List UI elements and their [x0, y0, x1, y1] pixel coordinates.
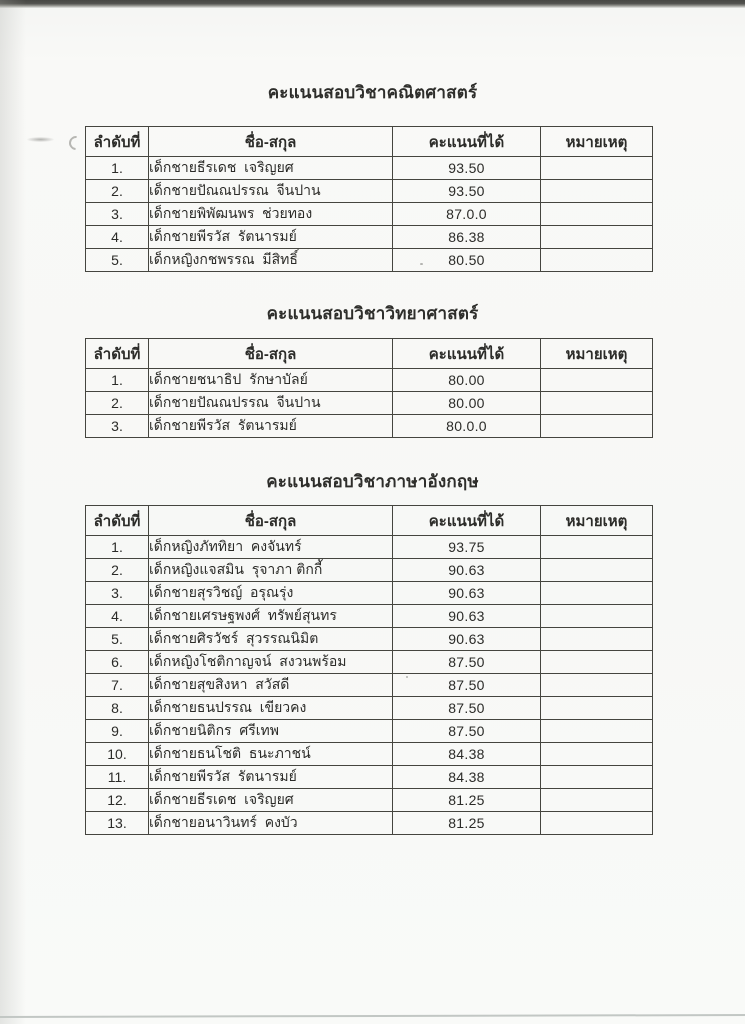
- table-row: [86, 697, 653, 720]
- table-row: [86, 651, 653, 674]
- cell-score: 80.00: [393, 369, 541, 392]
- cell-note: [541, 697, 653, 720]
- cell-score: 93.75: [393, 536, 541, 559]
- cell-note: [541, 249, 653, 272]
- cell-no: 1.: [86, 157, 149, 180]
- table-row: [86, 789, 653, 812]
- cell-score: 90.63: [393, 605, 541, 628]
- table-row: [86, 559, 653, 582]
- header-note: หมายเหตุ: [541, 127, 653, 157]
- header-no: ลำดับที่: [86, 506, 149, 536]
- cell-name: เด็กชายเศรษฐพงศ์ ทรัพย์สุนทร: [149, 605, 393, 628]
- cell-note: [541, 720, 653, 743]
- cell-note: [541, 812, 653, 835]
- header-score: คะแนนที่ได้: [393, 506, 541, 536]
- table-row: [86, 392, 653, 415]
- cell-score: 84.38: [393, 743, 541, 766]
- cell-no: 3.: [86, 203, 149, 226]
- cell-name: เด็กชายธนโชติ ธนะภาชน์: [149, 743, 393, 766]
- cell-no: 8.: [86, 697, 149, 720]
- math-score-table-body: [86, 157, 653, 272]
- cell-name: เด็กชายพีรวัส รัตนารมย์: [149, 415, 393, 438]
- cell-no: 3.: [86, 415, 149, 438]
- table-row: [86, 226, 653, 249]
- scan-top-edge: [0, 0, 745, 8]
- cell-no: 2.: [86, 392, 149, 415]
- cell-no: 4.: [86, 605, 149, 628]
- cell-note: [541, 766, 653, 789]
- math-section-title: คะแนนสอบวิชาคณิตศาสตร์: [267, 83, 478, 102]
- english-score-table-body: [86, 536, 653, 835]
- header-note: หมายเหตุ: [541, 506, 653, 536]
- table-row: [86, 203, 653, 226]
- table-row: [86, 628, 653, 651]
- cell-score: 87.50: [393, 651, 541, 674]
- cell-name: เด็กชายนิติกร ศรีเทพ: [149, 720, 393, 743]
- table-row: [86, 766, 653, 789]
- cell-note: [541, 180, 653, 203]
- cell-score: 87.50: [393, 720, 541, 743]
- cell-note: [541, 369, 653, 392]
- table-row: [86, 157, 653, 180]
- cell-score: 87.50: [393, 674, 541, 697]
- cell-no: 10.: [86, 743, 149, 766]
- cell-name: เด็กชายธีรเดช เจริญยศ: [149, 789, 393, 812]
- pencil-smudge: [27, 137, 54, 142]
- header-name: ชื่อ-สกุล: [149, 339, 393, 369]
- cell-note: [541, 789, 653, 812]
- scan-artifact-curl: [66, 133, 86, 153]
- table-row: [86, 180, 653, 203]
- cell-name: เด็กชายอนาวินทร์ คงบัว: [149, 812, 393, 835]
- cell-score: 90.63: [393, 582, 541, 605]
- scan-bottom-edge: [0, 1014, 745, 1018]
- cell-name: เด็กชายธีรเดช เจริญยศ: [149, 157, 393, 180]
- cell-score: 81.25: [393, 812, 541, 835]
- cell-score: 84.38: [393, 766, 541, 789]
- cell-note: [541, 157, 653, 180]
- cell-name: เด็กหญิงกชพรรณ มีสิทธิ์: [149, 249, 393, 272]
- cell-name: เด็กหญิงโชติกาญจน์ สงวนพร้อม: [149, 651, 393, 674]
- header-no: ลำดับที่: [86, 339, 149, 369]
- cell-score: 80.00: [393, 392, 541, 415]
- cell-no: 6.: [86, 651, 149, 674]
- header-row: [86, 127, 653, 157]
- header-row: [86, 506, 653, 536]
- cell-note: [541, 226, 653, 249]
- cell-score: 86.38: [393, 226, 541, 249]
- cell-no: 12.: [86, 789, 149, 812]
- english-score-table: [85, 505, 653, 835]
- table-row: [86, 743, 653, 766]
- scan-left-shading: [0, 0, 26, 1024]
- cell-score: 90.63: [393, 628, 541, 651]
- cell-score: 87.0.0: [393, 203, 541, 226]
- science-section-title: คะแนนสอบวิชาวิทยาศาสตร์: [266, 304, 479, 323]
- cell-note: [541, 536, 653, 559]
- cell-no: 3.: [86, 582, 149, 605]
- cell-no: 4.: [86, 226, 149, 249]
- cell-score: 87.50: [393, 697, 541, 720]
- cell-score: 81.25: [393, 789, 541, 812]
- cell-note: [541, 651, 653, 674]
- table-row: [86, 536, 653, 559]
- cell-score: 90.63: [393, 559, 541, 582]
- header-no: ลำดับที่: [86, 127, 149, 157]
- header-score: คะแนนที่ได้: [393, 127, 541, 157]
- cell-name: เด็กชายพีรวัส รัตนารมย์: [149, 226, 393, 249]
- cell-note: [541, 582, 653, 605]
- cell-name: เด็กชายสุขสิงหา สวัสดี: [149, 674, 393, 697]
- cell-name: เด็กชายธนปรรณ เขียวคง: [149, 697, 393, 720]
- english-section-title: คะแนนสอบวิชาภาษาอังกฤษ: [266, 472, 479, 491]
- table-row: [86, 720, 653, 743]
- science-score-table-body: [86, 369, 653, 438]
- cell-note: [541, 605, 653, 628]
- cell-no: 13.: [86, 812, 149, 835]
- cell-name: เด็กชายศิรวัชร์ สุวรรณนิมิต: [149, 628, 393, 651]
- cell-score: 80.0.0: [393, 415, 541, 438]
- cell-no: 1.: [86, 369, 149, 392]
- cell-name: เด็กชายพิพัฒนพร ช่วยทอง: [149, 203, 393, 226]
- cell-name: เด็กชายสุรวิชญ์ อรุณรุ่ง: [149, 582, 393, 605]
- header-row: [86, 339, 653, 369]
- cell-no: 1.: [86, 536, 149, 559]
- cell-name: เด็กหญิงแจสมิน รุจาภา ติกกี้: [149, 559, 393, 582]
- cell-note: [541, 674, 653, 697]
- table-row: [86, 812, 653, 835]
- science-score-table: [85, 338, 653, 438]
- cell-note: [541, 392, 653, 415]
- cell-score: 93.50: [393, 180, 541, 203]
- table-row: [86, 415, 653, 438]
- header-note: หมายเหตุ: [541, 339, 653, 369]
- cell-score: 80.50: [393, 249, 541, 272]
- cell-note: [541, 203, 653, 226]
- cell-score: 93.50: [393, 157, 541, 180]
- cell-no: 11.: [86, 766, 149, 789]
- math-score-table: [85, 126, 653, 272]
- cell-no: 9.: [86, 720, 149, 743]
- header-name: ชื่อ-สกุล: [149, 506, 393, 536]
- cell-name: เด็กชายปัณณปรรณ จีนปาน: [149, 392, 393, 415]
- table-row: [86, 582, 653, 605]
- cell-note: [541, 415, 653, 438]
- cell-name: เด็กชายชนาธิป รักษาบัลย์: [149, 369, 393, 392]
- cell-note: [541, 628, 653, 651]
- table-row: [86, 369, 653, 392]
- cell-note: [541, 743, 653, 766]
- cell-name: เด็กชายพีรวัส รัตนารมย์: [149, 766, 393, 789]
- cell-no: 7.: [86, 674, 149, 697]
- table-row: [86, 605, 653, 628]
- cell-note: [541, 559, 653, 582]
- cell-no: 2.: [86, 180, 149, 203]
- table-row: [86, 674, 653, 697]
- header-score: คะแนนที่ได้: [393, 339, 541, 369]
- cell-name: เด็กหญิงภัททิยา คงจันทร์: [149, 536, 393, 559]
- table-row: [86, 249, 653, 272]
- cell-no: 5.: [86, 249, 149, 272]
- header-name: ชื่อ-สกุล: [149, 127, 393, 157]
- cell-no: 5.: [86, 628, 149, 651]
- cell-no: 2.: [86, 559, 149, 582]
- cell-name: เด็กชายปัณณปรรณ จีนปาน: [149, 180, 393, 203]
